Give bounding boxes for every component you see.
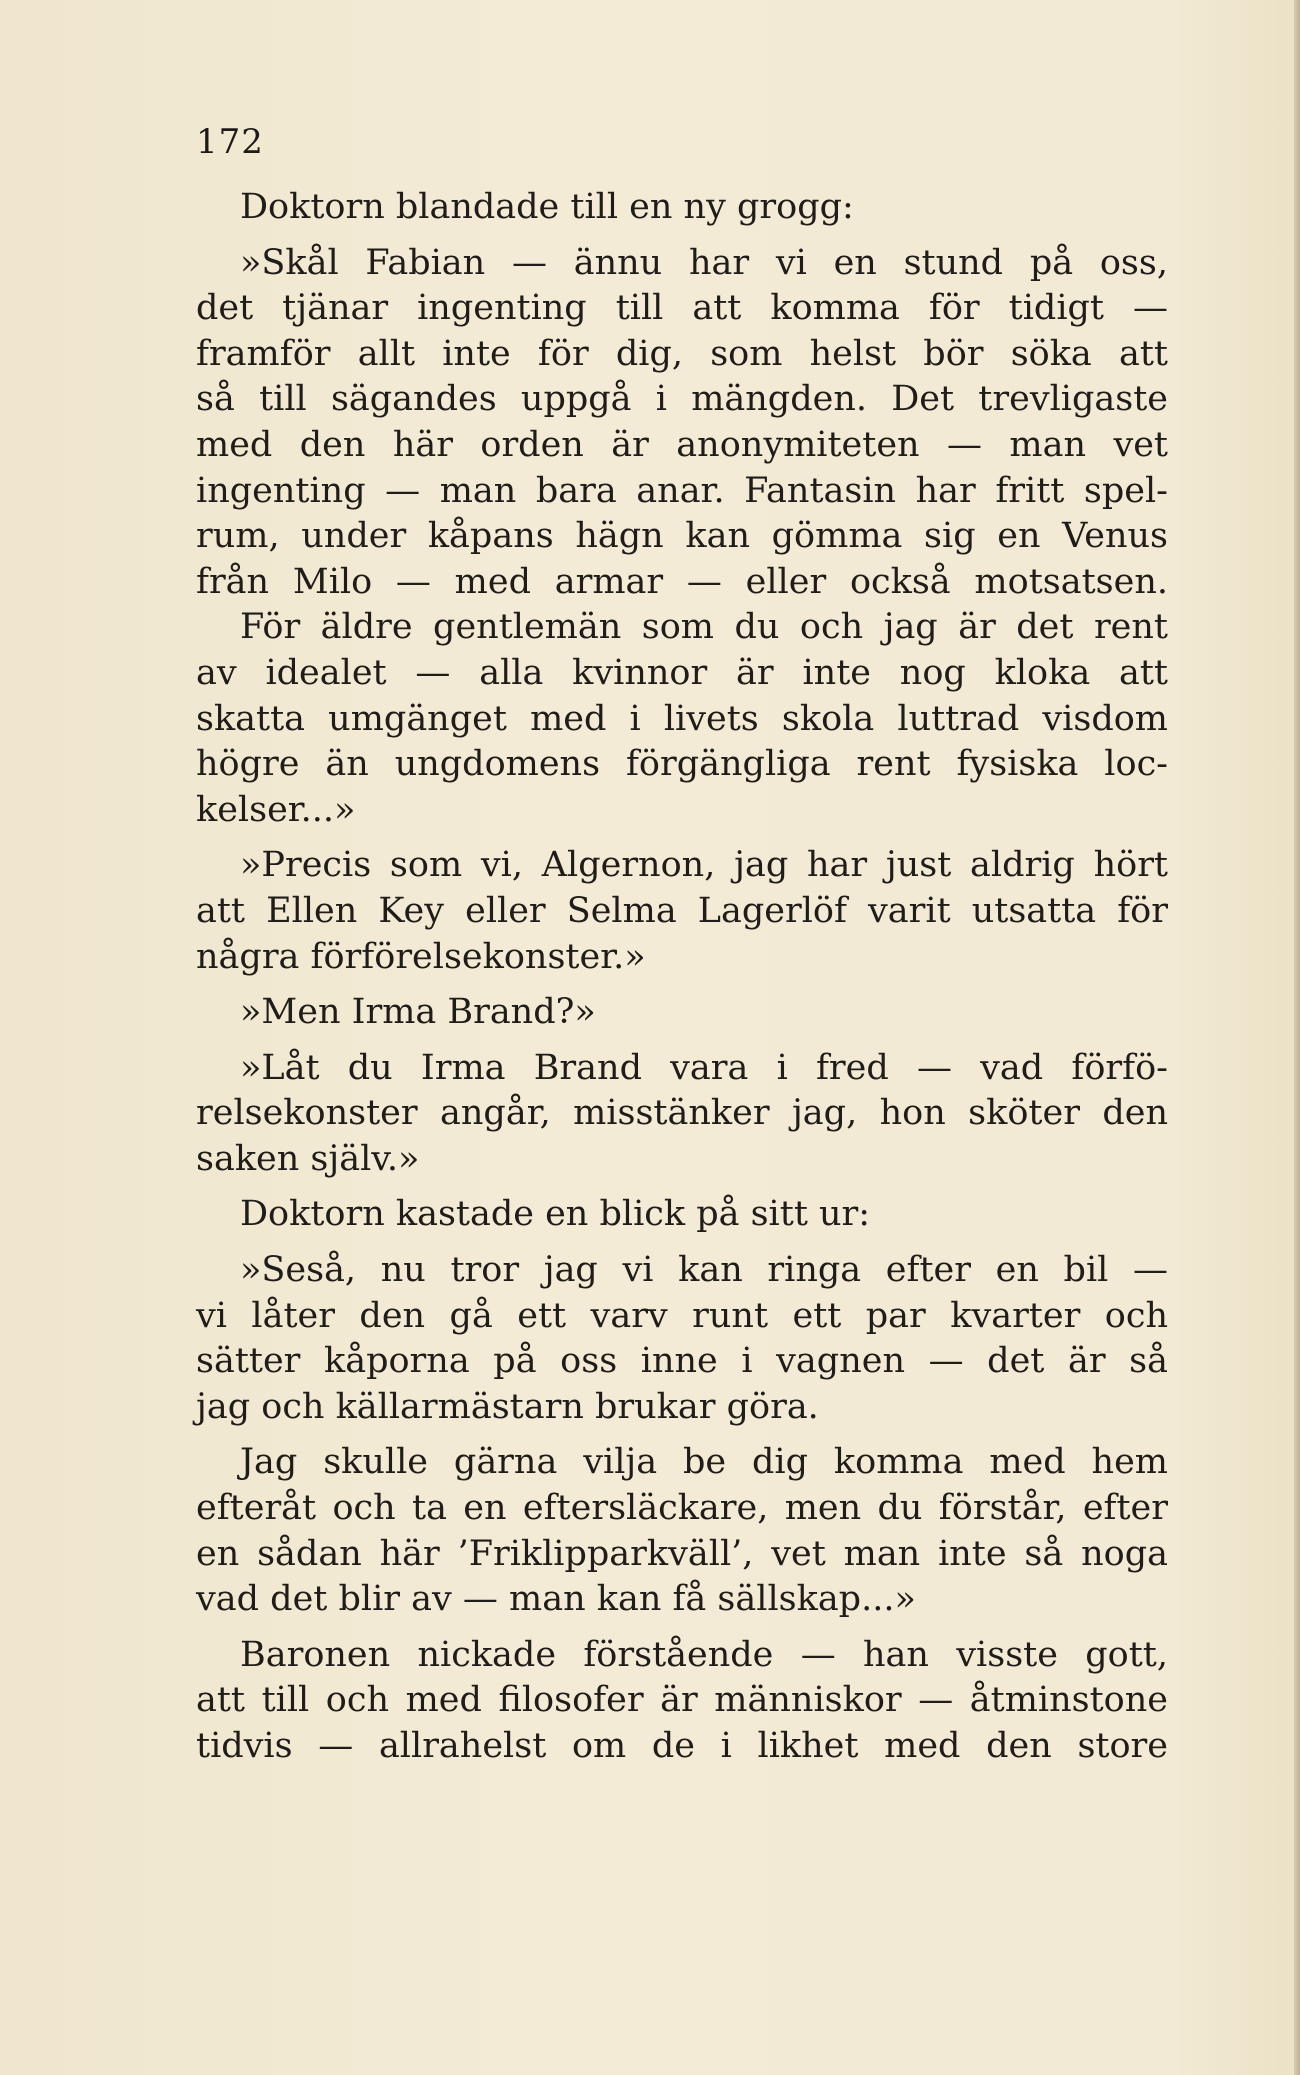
- text-line: För äldre gentlemän som du och jag är det rent: [240, 607, 1168, 648]
- text-line: Doktorn kastade en blick på sitt ur:: [240, 1194, 871, 1235]
- text-line: högre än ungdomens förgängliga rent fysiska loc-: [196, 744, 1168, 785]
- text-line: så till sägandes uppgå i mängden. Det trevligaste: [196, 379, 1168, 420]
- text-line: »Låt du Irma Brand vara i fred — vad förfö-: [240, 1047, 1168, 1088]
- paragraph-gap: [196, 833, 1168, 843]
- text-line: sätter kåporna på oss inne i vagnen — det är så: [196, 1341, 1168, 1382]
- text-line: några förförelsekonster.»: [196, 936, 646, 977]
- text-line: tidvis — allrahelst om de i likhet med den store: [196, 1726, 1168, 1766]
- text-line: »Skål Fabian — ännu har vi en stund på oss,: [240, 242, 1168, 283]
- paragraph-gap: [196, 1430, 1168, 1440]
- text-line: kelser...»: [196, 789, 356, 830]
- text-line: att till och med filosofer är människor — åtminstone: [196, 1680, 1168, 1721]
- text-line: framför allt inte för dig, som helst bör söka att: [196, 333, 1168, 374]
- text-line: en sådan här ’Friklipparkväll’, vet man inte så noga: [196, 1533, 1168, 1574]
- text-line: »Precis som vi, Algernon, jag har just aldrig hört: [240, 845, 1168, 886]
- text-line: det tjänar ingenting till att komma för tidigt —: [196, 288, 1168, 329]
- text-line: att Ellen Key eller Selma Lagerlöf varit utsatta för: [196, 890, 1168, 931]
- text-line: Jag skulle gärna vilja be dig komma med hem: [240, 1442, 1168, 1483]
- text-line: Doktorn blandade till en ny grogg:: [240, 187, 854, 227]
- text-line: Baronen nickade förstående — han visste gott,: [240, 1634, 1168, 1675]
- text-line: saken själv.»: [196, 1138, 420, 1179]
- text-line: »Men Irma Brand?»: [240, 992, 596, 1033]
- text-line: med den här orden är anonymiteten — man vet: [196, 424, 1168, 465]
- paragraph-gap: [196, 1238, 1168, 1248]
- page-number: 172: [196, 122, 264, 162]
- text-line: från Milo — med armar — eller också motsatsen.: [196, 561, 1168, 602]
- text-line: relsekonster angår, misstänker jag, hon sköter den: [196, 1093, 1168, 1134]
- paragraph-gap: [196, 1623, 1168, 1633]
- text-line: vad det blir av — man kan få sällskap...»: [196, 1579, 916, 1620]
- text-line: jag och källarmästarn brukar göra.: [196, 1386, 819, 1427]
- text-line: efteråt och ta en eftersläckare, men du förstår, efter: [196, 1488, 1168, 1529]
- paragraph-gap: [196, 980, 1168, 990]
- text-line: av idealet — alla kvinnor är inte nog kloka att: [196, 652, 1168, 693]
- page-edge: [1294, 0, 1300, 2075]
- body-text: [196, 185, 1168, 1770]
- text-line: »Seså, nu tror jag vi kan ringa efter en bil —: [240, 1250, 1168, 1291]
- text-line: skatta umgänget med i livets skola luttrad visdom: [196, 698, 1168, 739]
- paragraph-gap: [196, 231, 1168, 241]
- text-line: vi låter den gå ett varv runt ett par kvarter och: [196, 1295, 1168, 1336]
- text-line: ingenting — man bara anar. Fantasin har fritt spel-: [196, 470, 1168, 511]
- text-line: rum, under kåpans hägn kan gömma sig en Venus: [196, 516, 1168, 557]
- paragraph-gap: [196, 1036, 1168, 1046]
- paragraph-gap: [196, 1182, 1168, 1192]
